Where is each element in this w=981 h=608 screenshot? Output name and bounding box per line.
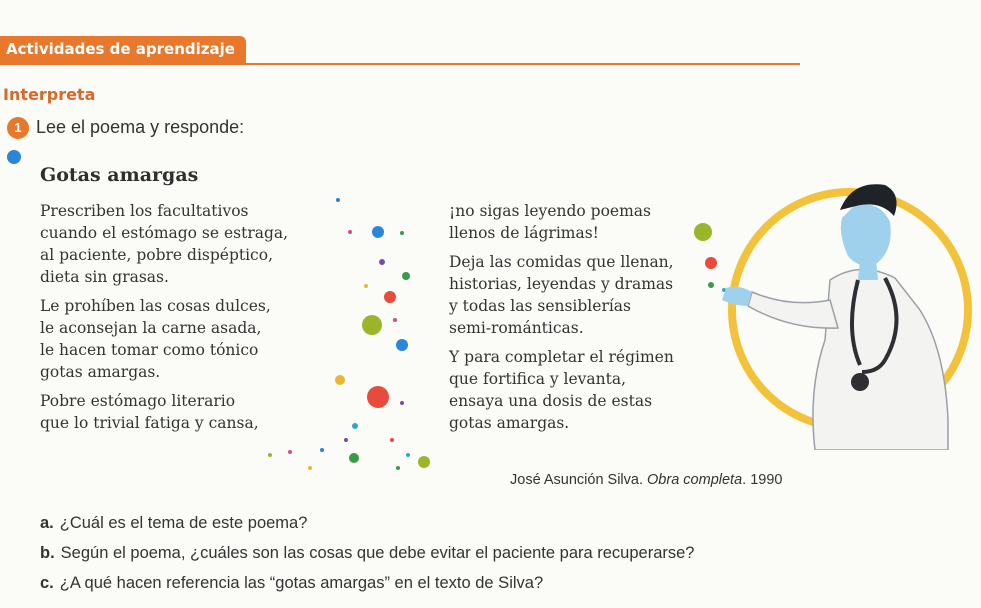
poem-title: Gotas amargas xyxy=(40,164,199,186)
question-item xyxy=(40,514,694,544)
decorative-drop xyxy=(396,466,400,470)
decorative-drop xyxy=(336,198,340,202)
decorative-drop xyxy=(393,318,397,322)
question-letter: c. xyxy=(40,574,54,592)
decorative-drop xyxy=(364,284,368,288)
poem-line: Prescriben los facultativos xyxy=(40,202,249,220)
poem-line: historias, leyendas y dramas xyxy=(449,275,674,293)
decorative-drop xyxy=(384,291,396,303)
decorative-drop xyxy=(268,453,272,457)
decorative-drop xyxy=(372,226,384,238)
question-text: ¿A qué hacen referencia las “gotas amargas” en el texto de Silva? xyxy=(59,574,544,592)
poem-line: Y para completar el régimen xyxy=(449,348,674,366)
question-item xyxy=(40,544,694,574)
poem-stanza xyxy=(40,295,288,383)
decorative-drop xyxy=(308,466,312,470)
decorative-drop xyxy=(396,339,408,351)
questions-list xyxy=(40,514,694,604)
poem-line: le aconsejan la carne asada, xyxy=(40,319,262,337)
doctor-hand xyxy=(722,287,752,306)
poem-stanza xyxy=(449,251,674,339)
source-author: José Asunción Silva. xyxy=(510,472,643,488)
decorative-drop xyxy=(400,401,404,405)
poem-line: cuando el estómago se estraga, xyxy=(40,224,289,242)
poem-line: ensaya una dosis de estas xyxy=(449,392,653,410)
doctor-arm xyxy=(748,292,838,328)
doctor-illustration-icon xyxy=(680,160,981,450)
doctor-head xyxy=(841,204,891,266)
poem-line: que fortifica y levanta, xyxy=(449,370,627,388)
section-header-tab xyxy=(0,36,246,64)
decorative-drop xyxy=(335,375,345,385)
source-work: Obra completa xyxy=(647,472,743,488)
decorative-drop xyxy=(402,272,410,280)
question-letter: b. xyxy=(40,544,55,562)
decorative-drop xyxy=(362,315,382,335)
decorative-drop xyxy=(379,259,385,265)
poem-line: Le prohíben las cosas dulces, xyxy=(40,297,271,315)
source-year: . 1990 xyxy=(742,472,783,488)
poem-line: llenos de lágrimas! xyxy=(449,224,599,242)
decorative-drop xyxy=(344,438,348,442)
poem-stanza xyxy=(449,200,674,244)
poem-line: Deja las comidas que llenan, xyxy=(449,253,674,271)
decorative-drop xyxy=(352,423,358,429)
poem-line: Pobre estómago literario xyxy=(40,392,236,410)
question-text: Según el poema, ¿cuáles son las cosas que debe evitar el paciente para recuperarse? xyxy=(60,544,695,562)
poem-line: gotas amargas. xyxy=(449,414,570,432)
poem-line: y todas las sensiblerías xyxy=(449,297,632,315)
poem-line: gotas amargas. xyxy=(40,363,161,381)
decorative-drop xyxy=(320,448,324,452)
stethoscope-chest xyxy=(851,373,869,391)
poem-stanza xyxy=(40,390,288,434)
decorative-drop xyxy=(400,231,404,235)
poem-line: al paciente, pobre dispéptico, xyxy=(40,246,273,264)
poem-stanza xyxy=(449,346,674,434)
decorative-drop xyxy=(348,230,352,234)
header-divider xyxy=(0,63,800,65)
activity-number-badge: 1 xyxy=(7,117,29,139)
question-item xyxy=(40,574,694,604)
question-text: ¿Cuál es el tema de este poema? xyxy=(59,514,308,532)
activity-instruction: Lee el poema y responde: xyxy=(36,117,245,137)
poem-right-column xyxy=(449,200,674,441)
poem-source xyxy=(510,472,782,488)
poem-line: ¡no sigas leyendo poemas xyxy=(449,202,651,220)
poem-line: dieta sin grasas. xyxy=(40,268,169,286)
decorative-drop xyxy=(288,450,292,454)
decorative-drop xyxy=(406,453,410,457)
decorative-drop xyxy=(349,453,359,463)
bullet-dot-icon xyxy=(7,150,21,164)
doctor-neck xyxy=(858,260,878,280)
poem-line: le hacen tomar como tónico xyxy=(40,341,259,359)
poem-line: que lo trivial fatiga y cansa, xyxy=(40,414,259,432)
decorative-drop xyxy=(367,386,389,408)
poem-stanza xyxy=(40,200,288,288)
poem-left-column xyxy=(40,200,288,441)
section-title: Interpreta xyxy=(3,85,96,104)
poem-line: semi-románticas. xyxy=(449,319,584,337)
section-header-label: Actividades de aprendizaje xyxy=(6,40,235,58)
decorative-drop xyxy=(418,456,430,468)
question-letter: a. xyxy=(40,514,54,532)
decorative-drop xyxy=(390,438,394,442)
doctor-coat xyxy=(813,269,948,450)
